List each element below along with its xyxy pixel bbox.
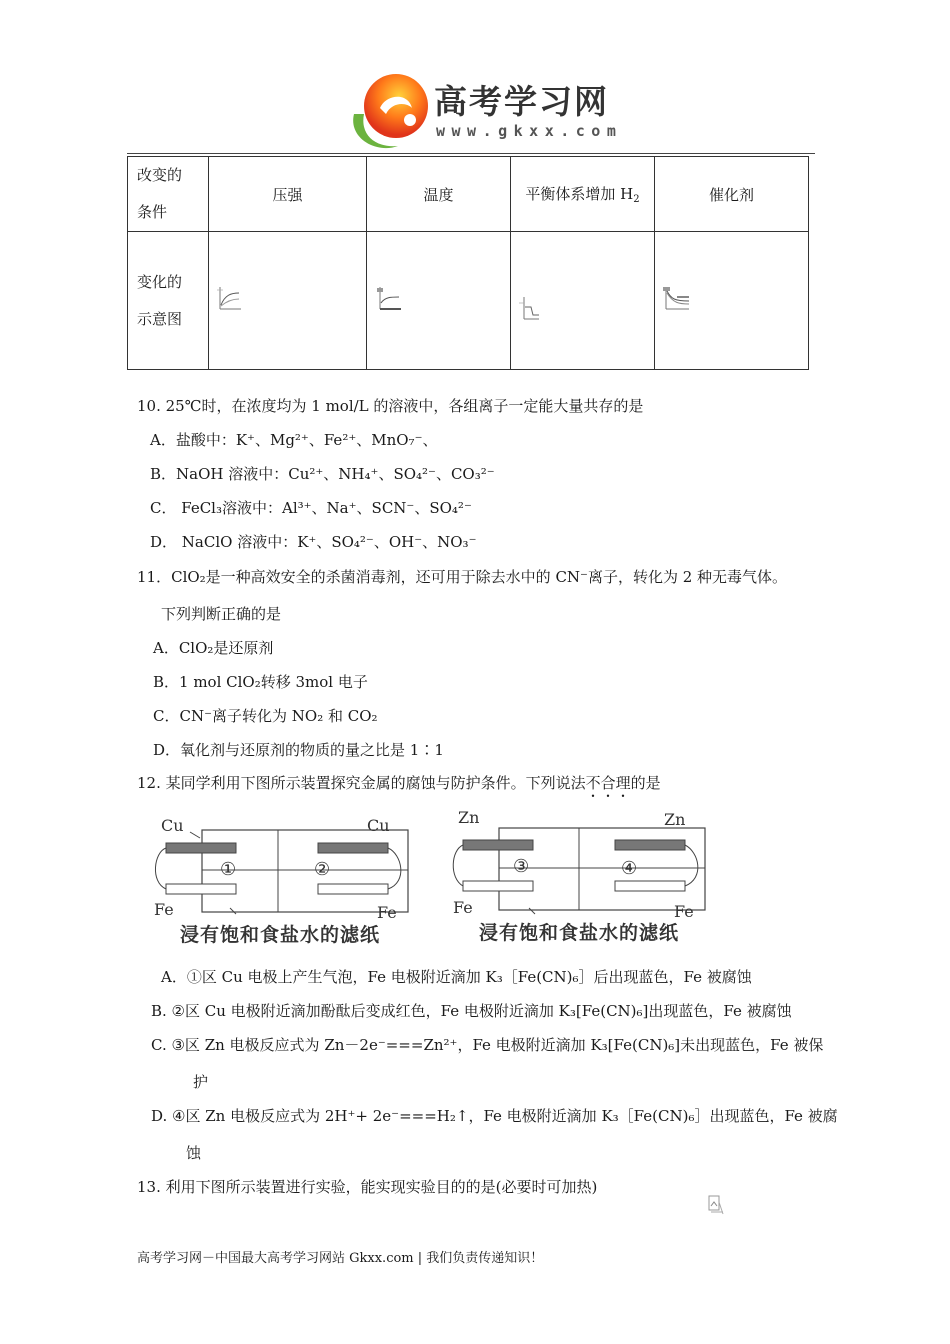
label-top-left: Cu <box>161 816 184 835</box>
mini-graph-icon <box>663 285 691 313</box>
col-catalyst <box>655 157 809 232</box>
diagram-add-h2 <box>511 232 655 370</box>
zone-3-label: ③ <box>513 856 530 877</box>
q12-stem-post: 的是 <box>630 774 661 792</box>
mini-graph-icon <box>217 285 243 313</box>
col-label: 温度 <box>423 185 454 204</box>
col-temperature <box>367 157 511 232</box>
col-label: 平衡体系增加 <box>525 185 616 203</box>
label-bottom-left: Fe <box>154 900 174 919</box>
q10-option-c: C． FeCl₃溶液中：Al³⁺、Na⁺、SCN⁻、SO₄²⁻ <box>150 499 472 517</box>
broken-image-icon <box>707 1194 725 1218</box>
row-head-line: 条件 <box>137 203 168 221</box>
row-head-diagrams <box>128 232 209 370</box>
logo-url: www.gkxx.com <box>436 122 623 140</box>
h2-subscript: 2 <box>633 194 640 205</box>
diagram-catalyst <box>655 232 809 370</box>
row-head-line: 示意图 <box>137 309 183 328</box>
q11-stem: 11．ClO₂是一种高效安全的杀菌消毒剂，还可用于除去水中的 CN⁻离子，转化为 2 种无毒气体。 <box>137 568 788 586</box>
label-top-left: Zn <box>458 808 480 827</box>
q10-option-d: D． NaClO 溶液中：K⁺、SO₄²⁻、OH⁻、NO₃⁻ <box>150 533 477 551</box>
mini-graph-icon <box>377 285 403 313</box>
apparatus-figure-2 <box>449 808 721 947</box>
diagram-temperature <box>367 232 511 370</box>
q12-stem-pre: 12. 某同学利用下图所示装置探究金属的腐蚀与防护条件。下列说法 <box>137 774 586 792</box>
row-head-line: 变化的 <box>137 272 183 291</box>
q10-option-a: A．盐酸中：K⁺、Mg²⁺、Fe²⁺、MnO₇⁻、 <box>150 431 438 449</box>
zone-2-label: ② <box>314 859 331 880</box>
col-pressure <box>209 157 367 232</box>
label-top-right: Cu <box>367 816 390 835</box>
q13-stem: 13. 利用下图所示装置进行实验，能实现实验目的的是(必要时可加热) <box>137 1178 598 1196</box>
page-footer: 高考学习网－中国最大高考学习网站 Gkxx.com | 我们负责传递知识！ <box>137 1251 544 1266</box>
apparatus-1-caption: 浸有饱和食盐水的滤纸 <box>180 924 381 946</box>
zone-1-label: ① <box>220 859 237 880</box>
row-head-line: 改变的 <box>137 166 183 184</box>
label-top-right: Zn <box>664 810 686 829</box>
zone-4-label: ④ <box>621 858 638 879</box>
q12-option-c: C. ③区 Zn 电极反应式为 Zn－2e⁻===Zn²⁺，Fe 电极附近滴加 K₃[Fe(CN)₆]未出现蓝色，Fe 被保 <box>151 1036 824 1054</box>
h2-label: H <box>620 185 634 203</box>
q12-stem-emphasis: 不合理 <box>585 774 631 792</box>
q12-option-d-continued: 蚀 <box>186 1144 202 1162</box>
label-bottom-right: Fe <box>377 903 397 922</box>
apparatus-2-caption: 浸有饱和食盐水的滤纸 <box>479 922 680 944</box>
q11-stem-continued: 下列判断正确的是 <box>161 605 282 623</box>
diagram-pressure <box>209 232 367 370</box>
q12-option-d: D. ④区 Zn 电极反应式为 2H⁺+ 2e⁻===H₂↑，Fe 电极附近滴加 K₃［Fe(CN)₆］出现蓝色，Fe 被腐 <box>151 1107 838 1125</box>
col-label: 压强 <box>272 185 303 204</box>
header-rule <box>127 153 815 154</box>
q11-option-c: C．CN⁻离子转化为 NO₂ 和 CO₂ <box>153 707 378 725</box>
q11-option-a: A．ClO₂是还原剂 <box>153 639 274 657</box>
label-bottom-left: Fe <box>453 898 473 917</box>
col-label: 催化剂 <box>708 185 754 204</box>
col-add-h2 <box>511 157 655 232</box>
label-bottom-right: Fe <box>674 902 694 921</box>
q10-option-b: B．NaOH 溶液中：Cu²⁺、NH₄⁺、SO₄²⁻、CO₃²⁻ <box>150 465 495 483</box>
q11-option-d: D．氧化剂与还原剂的物质的量之比是 1∶1 <box>153 741 444 759</box>
mini-graph-icon <box>519 293 543 323</box>
q12-stem <box>137 773 661 801</box>
q11-option-b: B．1 mol ClO₂转移 3mol 电子 <box>153 673 368 691</box>
condition-table <box>127 156 809 370</box>
site-logo <box>346 68 623 152</box>
q10-stem: 10. 25℃时，在浓度均为 1 mol/L 的溶液中，各组离子一定能大量共存的是 <box>137 397 644 415</box>
q12-option-c-continued: 护 <box>193 1073 209 1091</box>
row-head-conditions <box>128 157 209 232</box>
logo-swirl-icon <box>346 68 436 152</box>
logo-title: 高考学习网 <box>434 82 609 121</box>
q12-option-b: B. ②区 Cu 电极附近滴加酚酞后变成红色，Fe 电极附近滴加 K₃[Fe(CN)₆]出现蓝色，Fe 被腐蚀 <box>151 1002 792 1020</box>
apparatus-figure-1 <box>150 812 422 947</box>
q12-option-a: A．①区 Cu 电极上产生气泡，Fe 电极附近滴加 K₃［Fe(CN)₆］后出现蓝色，Fe 被腐蚀 <box>161 968 752 986</box>
